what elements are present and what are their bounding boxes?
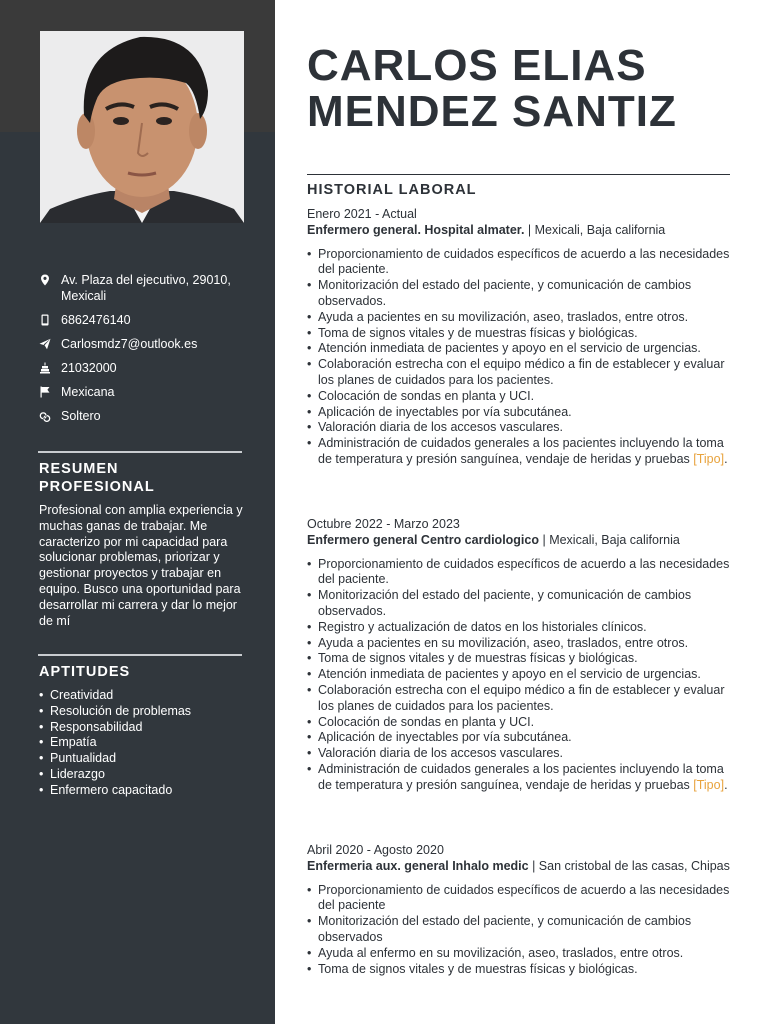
job-duty-tail: . bbox=[724, 777, 728, 792]
job-role: Enfermero general Centro cardiologico bbox=[307, 532, 539, 547]
skills-list bbox=[39, 688, 249, 799]
job-entry bbox=[307, 843, 732, 977]
job-duties bbox=[307, 883, 732, 978]
history-title: HISTORIAL LABORAL bbox=[307, 182, 477, 198]
job-dates: Octubre 2022 - Marzo 2023 bbox=[307, 517, 460, 531]
contact-nationality-text: Mexicana bbox=[61, 385, 115, 399]
job-duty: • Monitorización del estado del paciente, y comunicación de cambios observados bbox=[307, 914, 732, 946]
job-duties bbox=[307, 557, 732, 794]
job-duty: • Colaboración estrecha con el equipo médico a fin de establecer y evaluar los planes de cuidados para los pacientes. bbox=[307, 683, 732, 715]
profile-photo bbox=[40, 31, 244, 223]
contact-phone-text: 6862476140 bbox=[61, 313, 131, 327]
job-duty: • Aplicación de inyectables por vía subcutánea. bbox=[307, 730, 732, 746]
job-header bbox=[307, 533, 732, 549]
skill-item: • Empatía bbox=[39, 735, 249, 751]
contact-item-email bbox=[38, 336, 248, 352]
job-duty: • Atención inmediata de pacientes y apoyo en el servicio de urgencias. bbox=[307, 341, 732, 357]
contact-birthdate-text: 21032000 bbox=[61, 361, 117, 375]
job-role: Enfermero general. Hospital almater. bbox=[307, 222, 525, 237]
contact-item-marital-status bbox=[38, 408, 248, 424]
contact-address-text: Av. Plaza del ejecutivo, 29010, Mexicali bbox=[61, 273, 231, 303]
summary-title-line2: PROFESIONAL bbox=[39, 479, 155, 495]
job-duty: • Toma de signos vitales y de muestras físicas y biológicas. bbox=[307, 651, 732, 667]
contact-marital-status-text: Soltero bbox=[61, 409, 101, 423]
contact-item-phone bbox=[38, 312, 248, 328]
job-duty: • Valoración diaria de los accesos vasculares. bbox=[307, 746, 732, 762]
job-duty: • Ayuda al enfermo en su movilización, aseo, traslados, entre otros. bbox=[307, 946, 732, 962]
job-duty: • Colaboración estrecha con el equipo médico a fin de establecer y evaluar los planes de cuidados para los pacientes. bbox=[307, 357, 732, 389]
skill-item: • Puntualidad bbox=[39, 751, 249, 767]
sidebar bbox=[0, 0, 275, 1024]
job-duty: • Registro y actualización de datos en los historiales clínicos. bbox=[307, 620, 732, 636]
contact-list bbox=[38, 272, 248, 432]
job-duty: • Proporcionamiento de cuidados específicos de acuerdo a las necesidades del paciente. bbox=[307, 557, 732, 589]
job-duty: • Valoración diaria de los accesos vasculares. bbox=[307, 420, 732, 436]
job-duty: • Colocación de sondas en planta y UCI. bbox=[307, 715, 732, 731]
contact-item-address bbox=[38, 272, 248, 304]
skill-item: • Enfermero capacitado bbox=[39, 783, 249, 799]
job-duties bbox=[307, 247, 732, 468]
job-place: | Mexicali, Baja california bbox=[539, 532, 680, 547]
skill-item: • Creatividad bbox=[39, 688, 249, 704]
job-dates: Enero 2021 - Actual bbox=[307, 207, 417, 221]
skill-item: • Resolución de problemas bbox=[39, 704, 249, 720]
placeholder-tag: [Tipo] bbox=[693, 451, 725, 466]
job-entry bbox=[307, 207, 732, 468]
skill-item: • Responsabilidad bbox=[39, 720, 249, 736]
summary-divider bbox=[38, 451, 242, 453]
job-header bbox=[307, 859, 732, 875]
job-place: | San cristobal de las casas, Chipas bbox=[528, 858, 730, 873]
job-duty: • Monitorización del estado del paciente, y comunicación de cambios observados. bbox=[307, 588, 732, 620]
job-header bbox=[307, 223, 732, 239]
contact-item-birthdate bbox=[38, 360, 248, 376]
job-duty: • Toma de signos vitales y de muestras físicas y biológicas. bbox=[307, 962, 732, 978]
send-icon bbox=[38, 336, 52, 352]
contact-email-text: Carlosmdz7@outlook.es bbox=[61, 337, 198, 351]
job-duty: • Proporcionamiento de cuidados específicos de acuerdo a las necesidades del paciente. bbox=[307, 247, 732, 279]
job-dates: Abril 2020 - Agosto 2020 bbox=[307, 843, 444, 857]
job-place: | Mexicali, Baja california bbox=[524, 222, 666, 237]
job-duty: • Aplicación de inyectables por vía subcutánea. bbox=[307, 405, 732, 421]
placeholder-tag: [Tipo] bbox=[693, 777, 725, 792]
job-duty-last bbox=[307, 762, 732, 794]
job-duty: • Monitorización del estado del paciente, y comunicación de cambios observados. bbox=[307, 278, 732, 310]
job-duty: • Ayuda a pacientes en su movilización, aseo, traslados, entre otros. bbox=[307, 636, 732, 652]
job-duty-tail: . bbox=[724, 451, 728, 466]
candidate-name bbox=[307, 43, 747, 135]
location-pin-icon bbox=[38, 272, 52, 288]
summary-title-line1: RESUMEN bbox=[39, 461, 119, 477]
job-duty: • Atención inmediata de pacientes y apoyo en el servicio de urgencias. bbox=[307, 667, 732, 683]
flag-icon bbox=[38, 384, 52, 400]
contact-item-nationality bbox=[38, 384, 248, 400]
candidate-name-line1: CARLOS ELIAS bbox=[307, 41, 647, 90]
birthday-cake-icon bbox=[38, 360, 52, 376]
job-duty: • Proporcionamiento de cuidados específicos de acuerdo a las necesidades del paciente bbox=[307, 883, 732, 915]
skills-divider bbox=[38, 654, 242, 656]
job-role: Enfermeria aux. general Inhalo medic bbox=[307, 858, 529, 873]
job-duty-last bbox=[307, 436, 732, 468]
job-duty: • Ayuda a pacientes en su movilización, aseo, traslados, entre otros. bbox=[307, 310, 732, 326]
job-duty-text: Administración de cuidados generales a los pacientes incluyendo la toma de temperatura y presión sanguínea, vendaje de heridas y pruebas bbox=[318, 436, 724, 466]
job-duty: • Toma de signos vitales y de muestras físicas y biológicas. bbox=[307, 326, 732, 342]
skills-title: APTITUDES bbox=[39, 664, 131, 680]
job-duty: • Colocación de sondas en planta y UCI. bbox=[307, 389, 732, 405]
job-duty-text: Administración de cuidados generales a los pacientes incluyendo la toma de temperatura y presión sanguínea, vendaje de heridas y pruebas bbox=[318, 761, 724, 792]
mobile-phone-icon bbox=[38, 312, 52, 328]
candidate-name-line2: MENDEZ SANTIZ bbox=[307, 87, 677, 136]
summary-text: Profesional con amplia experiencia y muchas ganas de trabajar. Me caracterizo por mi capacidad para solucionar problemas, priorizar y gestionar proyectos y trabajar en equipo. Busco una oportunidad para desarrollar mi carrera y dar lo mejor de mí bbox=[39, 503, 243, 628]
job-entry bbox=[307, 517, 732, 794]
history-divider bbox=[307, 174, 730, 175]
summary-title bbox=[39, 460, 249, 496]
skill-item: • Liderazgo bbox=[39, 767, 249, 783]
rings-icon bbox=[38, 408, 52, 424]
